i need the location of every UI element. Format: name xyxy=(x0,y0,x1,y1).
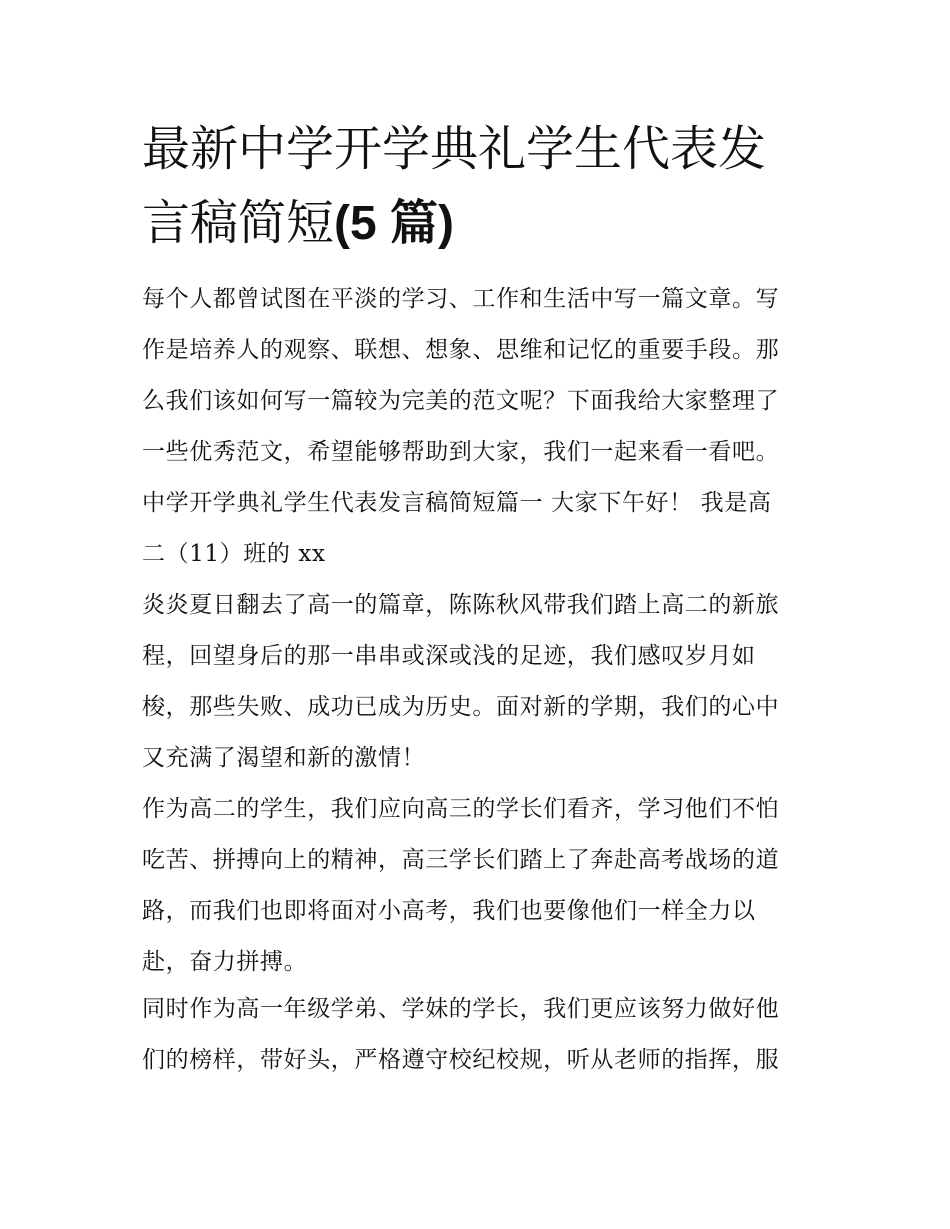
paragraph-line: 么我们该如何写一篇较为完美的范文呢？下面我给大家整理了 xyxy=(142,388,780,414)
paragraph-line: 赴，奋力拼搏。 xyxy=(142,949,308,975)
paragraph-line: 二（11）班的 xx xyxy=(142,541,326,567)
paragraph-role-model xyxy=(142,984,814,1086)
page-title xyxy=(142,112,822,260)
title-line-1: 最新中学开学典礼学生代表发 xyxy=(142,121,767,177)
paragraph-summer xyxy=(142,580,814,784)
paragraph-line: 路，而我们也即将面对小高考，我们也要像他们一样全力以 xyxy=(142,898,756,924)
paragraph-intro xyxy=(142,274,814,580)
paragraph-line: 吃苦、拼搏向上的精神，高三学长们踏上了奔赴高考战场的道 xyxy=(142,847,780,873)
paragraph-line: 作是培养人的观察、联想、想象、思维和记忆的重要手段。那 xyxy=(142,337,780,363)
paragraph-line: 梭，那些失败、成功已成为历史。面对新的学期，我们的心中 xyxy=(142,694,780,720)
title-count: (5 篇) xyxy=(334,197,455,250)
paragraph-line: 一些优秀范文，希望能够帮助到大家，我们一起来看一看吧。 xyxy=(142,439,780,465)
paragraph-line: 作为高二的学生，我们应向高三的学长们看齐，学习他们不怕 xyxy=(142,796,780,822)
paragraph-line: 中学开学典礼学生代表发言稿简短篇一 大家下午好！ 我是高 xyxy=(142,490,772,516)
paragraph-senior-example xyxy=(142,784,814,988)
paragraph-line: 同时作为高一年级学弟、学妹的学长，我们更应该努力做好他 xyxy=(142,996,780,1022)
paragraph-line: 炎炎夏日翻去了高一的篇章，陈陈秋风带我们踏上高二的新旅 xyxy=(142,592,780,618)
paragraph-line: 们的榜样，带好头，严格遵守校纪校规，听从老师的指挥，服 xyxy=(142,1047,780,1073)
title-line-2-text: 言稿简短 xyxy=(142,195,335,251)
paragraph-line: 程，回望身后的那一串串或深或浅的足迹，我们感叹岁月如 xyxy=(142,643,756,669)
paragraph-line: 每个人都曾试图在平淡的学习、工作和生活中写一篇文章。写 xyxy=(142,286,780,312)
paragraph-line: 又充满了渴望和新的激情！ xyxy=(142,745,426,771)
title-line-2 xyxy=(142,186,822,260)
